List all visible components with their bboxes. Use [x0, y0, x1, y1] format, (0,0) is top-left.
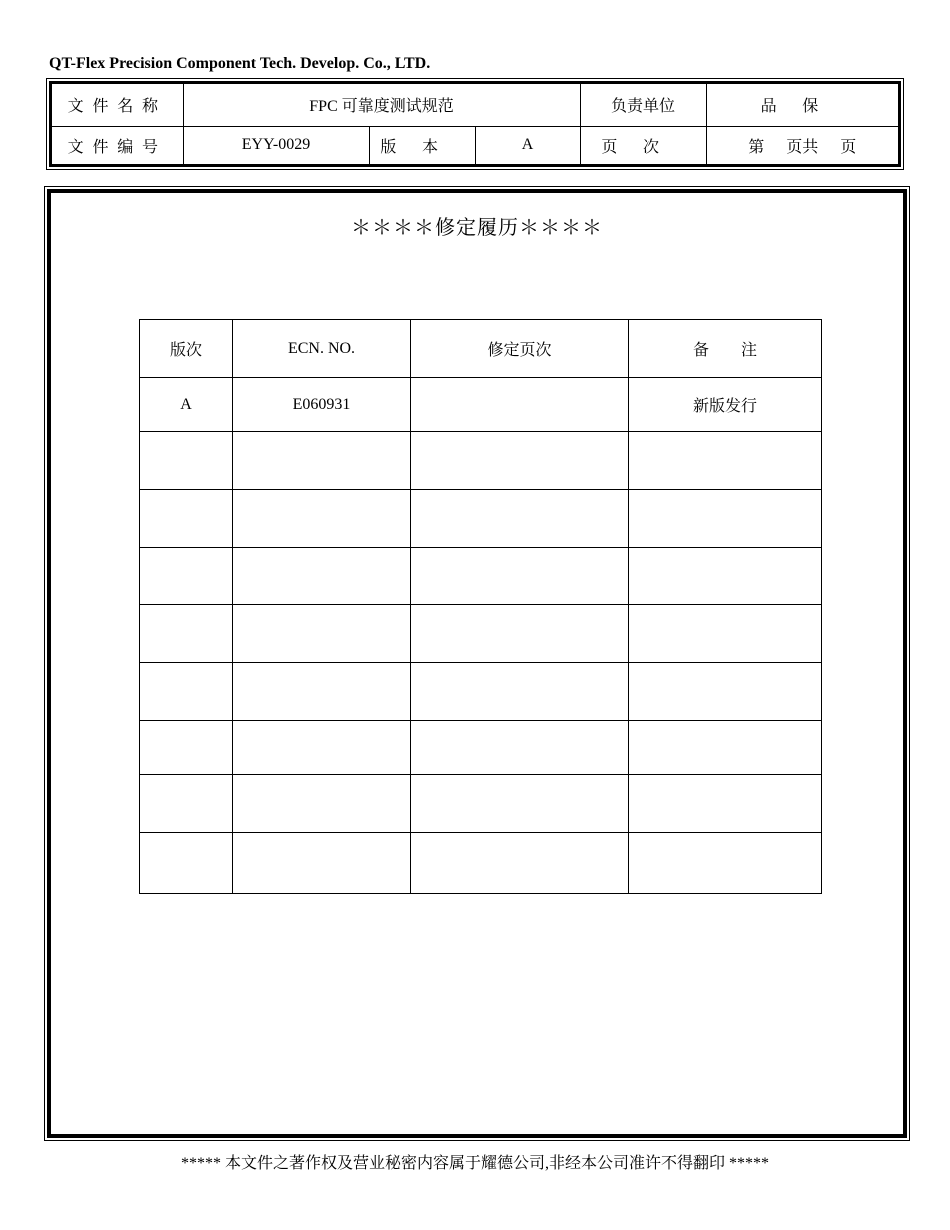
- table-cell: [140, 490, 233, 548]
- revision-column-header: 版次: [140, 320, 233, 378]
- table-cell: [411, 833, 629, 894]
- doc-no-label: 文件编号: [52, 126, 183, 164]
- table-cell: [411, 490, 629, 548]
- table-cell: [629, 833, 822, 894]
- table-cell: [140, 548, 233, 605]
- dept-label: 负责单位: [580, 84, 706, 126]
- company-name: QT-Flex Precision Component Tech. Develop. Co., LTD.: [49, 55, 431, 72]
- revision-column-header: 备 注: [629, 320, 822, 378]
- table-cell: 新版发行: [629, 378, 822, 432]
- copyright-footer: ***** 本文件之著作权及营业秘密内容属于耀德公司,非经本公司准许不得翻印 *****: [180, 1155, 769, 1172]
- table-cell: [233, 605, 411, 663]
- dept-value: 品保: [706, 84, 898, 126]
- table-row: [140, 775, 822, 833]
- table-cell: [140, 605, 233, 663]
- table-row: [140, 490, 822, 548]
- table-cell: [233, 721, 411, 775]
- doc-name-value: FPC 可靠度测试规范: [183, 84, 580, 126]
- table-cell: [233, 548, 411, 605]
- table-cell: [411, 432, 629, 490]
- revision-header-row: [140, 320, 822, 378]
- version-label: 版本: [369, 126, 475, 164]
- doc-name-label: 文件名称: [52, 84, 183, 126]
- table-cell: [411, 378, 629, 432]
- table-row: [140, 378, 822, 432]
- table-row: [140, 548, 822, 605]
- table-cell: E060931: [233, 378, 411, 432]
- page-value: 第 页共 页: [706, 126, 898, 164]
- table-cell: [411, 605, 629, 663]
- table-row: [140, 663, 822, 721]
- table-row: [140, 833, 822, 894]
- revision-table: [139, 319, 822, 894]
- table-row: [140, 605, 822, 663]
- table-cell: [411, 721, 629, 775]
- table-cell: [140, 663, 233, 721]
- revision-column-header: 修定页次: [411, 320, 629, 378]
- table-cell: [411, 663, 629, 721]
- table-row: [140, 432, 822, 490]
- table-cell: [629, 548, 822, 605]
- doc-no-value: EYY-0029: [183, 126, 369, 164]
- page-label: 页次: [580, 126, 706, 164]
- table-cell: [233, 775, 411, 833]
- table-cell: [411, 775, 629, 833]
- version-value: A: [475, 126, 580, 164]
- table-cell: [629, 663, 822, 721]
- revision-column-header: ECN. NO.: [233, 320, 411, 378]
- table-cell: [629, 432, 822, 490]
- table-cell: [629, 721, 822, 775]
- table-row: [140, 721, 822, 775]
- table-cell: [411, 548, 629, 605]
- table-cell: A: [140, 378, 233, 432]
- table-cell: [233, 663, 411, 721]
- table-cell: [140, 775, 233, 833]
- table-cell: [629, 490, 822, 548]
- table-cell: [140, 721, 233, 775]
- document-header-table: [46, 78, 904, 170]
- table-cell: [233, 432, 411, 490]
- table-cell: [629, 775, 822, 833]
- revision-title: ＊＊＊＊修定履历＊＊＊＊: [351, 217, 603, 239]
- table-cell: [233, 833, 411, 894]
- table-cell: [629, 605, 822, 663]
- table-cell: [140, 432, 233, 490]
- table-cell: [140, 833, 233, 894]
- revision-frame: [44, 186, 910, 1141]
- table-cell: [233, 490, 411, 548]
